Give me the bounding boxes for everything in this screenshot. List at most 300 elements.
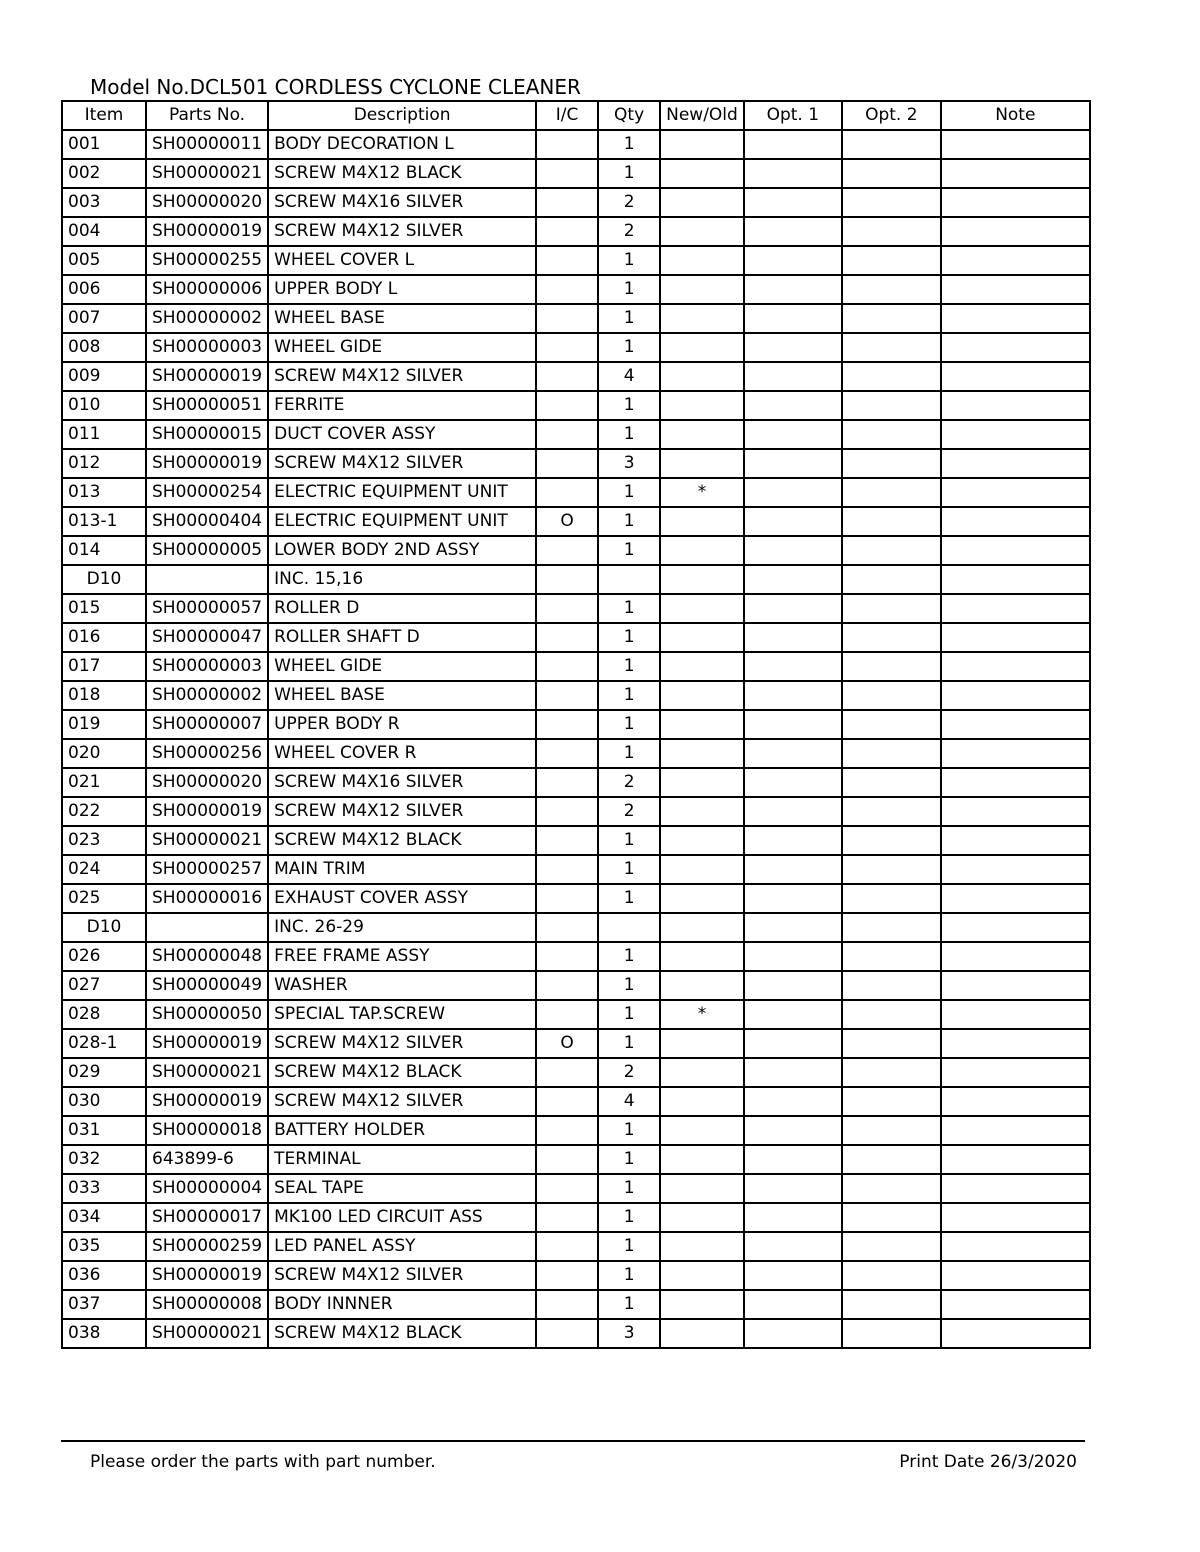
cell-parts-no: SH00000021 [146,1319,268,1348]
cell-opt2 [842,565,941,594]
cell-description: WHEEL COVER L [268,246,536,275]
cell-opt2 [842,217,941,246]
cell-description: SCREW M4X12 SILVER [268,797,536,826]
footer-note: Please order the parts with part number. [90,1452,436,1472]
table-row [62,1232,1090,1261]
cell-description: WHEEL GIDE [268,333,536,362]
cell-description: WHEEL BASE [268,681,536,710]
cell-qty: 1 [598,391,660,420]
cell-parts-no: SH00000021 [146,159,268,188]
cell-opt2 [842,1319,941,1348]
table-row [62,971,1090,1000]
cell-qty: 1 [598,159,660,188]
cell-qty: 1 [598,1000,660,1029]
cell-opt2 [842,449,941,478]
cell-parts-no: SH00000051 [146,391,268,420]
cell-opt2 [842,1000,941,1029]
cell-ic [536,565,598,594]
cell-new-old: * [660,478,744,507]
cell-opt1 [744,391,842,420]
cell-note [941,362,1090,391]
cell-note [941,188,1090,217]
cell-parts-no: SH00000254 [146,478,268,507]
cell-ic [536,130,598,159]
cell-note [941,391,1090,420]
cell-parts-no: SH00000003 [146,333,268,362]
cell-note [941,1000,1090,1029]
cell-ic [536,971,598,1000]
cell-opt1 [744,188,842,217]
cell-description: ELECTRIC EQUIPMENT UNIT [268,507,536,536]
column-header-opt2: Opt. 2 [842,101,941,130]
cell-qty: 1 [598,1029,660,1058]
cell-opt2 [842,942,941,971]
cell-opt1 [744,594,842,623]
cell-opt2 [842,536,941,565]
cell-parts-no: 643899-6 [146,1145,268,1174]
cell-opt2 [842,884,941,913]
cell-description: SPECIAL TAP.SCREW [268,1000,536,1029]
table-row [62,681,1090,710]
cell-item: 013 [62,478,146,507]
cell-item: 038 [62,1319,146,1348]
cell-note [941,1232,1090,1261]
cell-new-old: * [660,1000,744,1029]
cell-note [941,826,1090,855]
cell-item: 011 [62,420,146,449]
cell-new-old [660,1116,744,1145]
cell-qty: 1 [598,420,660,449]
cell-new-old [660,1232,744,1261]
parts-table [61,100,1091,1349]
cell-qty: 4 [598,1087,660,1116]
cell-item: 033 [62,1174,146,1203]
cell-note [941,304,1090,333]
cell-note [941,420,1090,449]
cell-new-old [660,275,744,304]
cell-note [941,855,1090,884]
cell-item: 021 [62,768,146,797]
cell-qty: 1 [598,478,660,507]
cell-opt2 [842,768,941,797]
table-row [62,913,1090,942]
cell-item: 016 [62,623,146,652]
cell-opt1 [744,420,842,449]
cell-new-old [660,971,744,1000]
cell-ic [536,1319,598,1348]
cell-new-old [660,652,744,681]
cell-note [941,275,1090,304]
cell-parts-no: SH00000020 [146,768,268,797]
cell-ic [536,913,598,942]
cell-qty: 1 [598,130,660,159]
cell-note [941,1029,1090,1058]
cell-ic [536,884,598,913]
cell-ic [536,710,598,739]
cell-note [941,797,1090,826]
cell-description: INC. 26-29 [268,913,536,942]
cell-qty: 3 [598,1319,660,1348]
cell-parts-no: SH00000019 [146,797,268,826]
column-header-parts-no: Parts No. [146,101,268,130]
cell-item: 037 [62,1290,146,1319]
table-row [62,246,1090,275]
table-row [62,1116,1090,1145]
cell-qty [598,913,660,942]
cell-note [941,159,1090,188]
cell-note [941,768,1090,797]
cell-qty: 1 [598,942,660,971]
cell-parts-no: SH00000050 [146,1000,268,1029]
cell-description: WHEEL COVER R [268,739,536,768]
cell-opt2 [842,710,941,739]
cell-note [941,652,1090,681]
cell-item: 006 [62,275,146,304]
cell-parts-no: SH00000255 [146,246,268,275]
cell-item: 005 [62,246,146,275]
cell-qty: 1 [598,884,660,913]
table-row [62,362,1090,391]
table-row [62,1203,1090,1232]
cell-opt2 [842,507,941,536]
cell-item: 013-1 [62,507,146,536]
cell-ic [536,681,598,710]
cell-opt2 [842,681,941,710]
table-row [62,1058,1090,1087]
cell-opt1 [744,884,842,913]
cell-description: SEAL TAPE [268,1174,536,1203]
cell-parts-no: SH00000019 [146,217,268,246]
column-header-description: Description [268,101,536,130]
cell-qty: 1 [598,623,660,652]
cell-opt2 [842,333,941,362]
cell-parts-no: SH00000002 [146,681,268,710]
cell-note [941,478,1090,507]
cell-note [941,710,1090,739]
cell-parts-no: SH00000003 [146,652,268,681]
cell-opt2 [842,1232,941,1261]
cell-note [941,1203,1090,1232]
cell-description: UPPER BODY R [268,710,536,739]
cell-qty: 1 [598,333,660,362]
cell-opt2 [842,362,941,391]
table-row [62,1290,1090,1319]
cell-ic [536,478,598,507]
cell-new-old [660,304,744,333]
cell-note [941,1087,1090,1116]
table-row [62,1087,1090,1116]
table-row [62,855,1090,884]
cell-parts-no: SH00000004 [146,1174,268,1203]
cell-qty: 1 [598,1261,660,1290]
table-row [62,797,1090,826]
cell-ic [536,1261,598,1290]
cell-new-old [660,739,744,768]
cell-new-old [660,768,744,797]
cell-parts-no: SH00000018 [146,1116,268,1145]
cell-description: FREE FRAME ASSY [268,942,536,971]
cell-description: TERMINAL [268,1145,536,1174]
cell-opt2 [842,1116,941,1145]
cell-item: 009 [62,362,146,391]
cell-new-old [660,1203,744,1232]
cell-new-old [660,826,744,855]
table-row [62,565,1090,594]
cell-item: 022 [62,797,146,826]
cell-note [941,536,1090,565]
cell-description: SCREW M4X12 BLACK [268,159,536,188]
cell-opt1 [744,449,842,478]
cell-opt1 [744,652,842,681]
cell-note [941,1058,1090,1087]
cell-note [941,246,1090,275]
cell-item: 015 [62,594,146,623]
cell-new-old [660,884,744,913]
cell-new-old [660,1261,744,1290]
cell-parts-no: SH00000020 [146,188,268,217]
cell-ic [536,217,598,246]
cell-parts-no [146,565,268,594]
cell-note [941,942,1090,971]
cell-note [941,1145,1090,1174]
cell-item: 024 [62,855,146,884]
cell-parts-no [146,913,268,942]
cell-new-old [660,1058,744,1087]
table-row [62,1029,1090,1058]
cell-description: INC. 15,16 [268,565,536,594]
cell-opt1 [744,217,842,246]
cell-note [941,449,1090,478]
cell-parts-no: SH00000005 [146,536,268,565]
cell-item: 020 [62,739,146,768]
table-row [62,159,1090,188]
cell-note [941,1290,1090,1319]
cell-parts-no: SH00000057 [146,594,268,623]
cell-description: SCREW M4X12 SILVER [268,1087,536,1116]
cell-qty: 1 [598,1232,660,1261]
cell-description: SCREW M4X12 BLACK [268,1058,536,1087]
cell-ic [536,826,598,855]
cell-opt1 [744,130,842,159]
cell-opt2 [842,826,941,855]
cell-new-old [660,507,744,536]
cell-item: 036 [62,1261,146,1290]
table-row [62,594,1090,623]
cell-qty: 2 [598,1058,660,1087]
cell-parts-no: SH00000016 [146,884,268,913]
cell-opt1 [744,333,842,362]
cell-opt2 [842,1145,941,1174]
cell-description: SCREW M4X12 BLACK [268,1319,536,1348]
cell-item: 004 [62,217,146,246]
cell-opt2 [842,478,941,507]
cell-opt1 [744,362,842,391]
cell-parts-no: SH00000015 [146,420,268,449]
cell-new-old [660,710,744,739]
cell-opt2 [842,188,941,217]
table-row [62,652,1090,681]
cell-opt1 [744,1087,842,1116]
cell-qty: 1 [598,1145,660,1174]
cell-qty: 2 [598,768,660,797]
cell-parts-no: SH00000019 [146,1087,268,1116]
cell-item: 002 [62,159,146,188]
print-date: Print Date 26/3/2020 [899,1452,1077,1472]
cell-ic [536,739,598,768]
table-row [62,1261,1090,1290]
cell-parts-no: SH00000019 [146,1261,268,1290]
cell-opt1 [744,623,842,652]
cell-ic [536,420,598,449]
cell-note [941,913,1090,942]
cell-opt1 [744,304,842,333]
cell-item: 030 [62,1087,146,1116]
cell-opt2 [842,275,941,304]
cell-note [941,1174,1090,1203]
table-row [62,304,1090,333]
cell-new-old [660,420,744,449]
cell-new-old [660,855,744,884]
cell-new-old [660,594,744,623]
cell-opt2 [842,652,941,681]
cell-opt1 [744,739,842,768]
cell-description: SCREW M4X12 BLACK [268,826,536,855]
cell-new-old [660,130,744,159]
cell-description: ROLLER SHAFT D [268,623,536,652]
page-title: Model No.DCL501 CORDLESS CYCLONE CLEANER [90,75,581,99]
table-row [62,275,1090,304]
cell-ic: O [536,507,598,536]
cell-description: BODY INNNER [268,1290,536,1319]
cell-description: MAIN TRIM [268,855,536,884]
column-header-note: Note [941,101,1090,130]
cell-opt1 [744,1145,842,1174]
cell-ic [536,623,598,652]
cell-opt2 [842,1087,941,1116]
cell-item: 029 [62,1058,146,1087]
cell-parts-no: SH00000047 [146,623,268,652]
cell-item: 018 [62,681,146,710]
table-row [62,739,1090,768]
cell-ic [536,942,598,971]
cell-ic [536,1116,598,1145]
cell-qty: 1 [598,304,660,333]
cell-item: 003 [62,188,146,217]
cell-description: ROLLER D [268,594,536,623]
cell-new-old [660,246,744,275]
column-header-opt1: Opt. 1 [744,101,842,130]
cell-new-old [660,681,744,710]
cell-description: LED PANEL ASSY [268,1232,536,1261]
cell-item: 010 [62,391,146,420]
cell-ic [536,1203,598,1232]
cell-qty: 2 [598,217,660,246]
cell-qty: 2 [598,797,660,826]
cell-item: 035 [62,1232,146,1261]
cell-qty: 1 [598,1116,660,1145]
cell-qty: 1 [598,246,660,275]
table-row [62,942,1090,971]
cell-opt1 [744,1174,842,1203]
cell-opt1 [744,768,842,797]
cell-parts-no: SH00000007 [146,710,268,739]
table-row [62,826,1090,855]
cell-description: WHEEL BASE [268,304,536,333]
cell-description: DUCT COVER ASSY [268,420,536,449]
cell-item: 028-1 [62,1029,146,1058]
cell-opt1 [744,507,842,536]
cell-new-old [660,333,744,362]
cell-ic [536,188,598,217]
cell-opt1 [744,159,842,188]
column-header-item: Item [62,101,146,130]
cell-parts-no: SH00000021 [146,1058,268,1087]
cell-qty: 1 [598,275,660,304]
cell-opt2 [842,391,941,420]
cell-item: 019 [62,710,146,739]
cell-qty: 1 [598,536,660,565]
cell-opt2 [842,1261,941,1290]
cell-ic [536,652,598,681]
cell-new-old [660,565,744,594]
cell-note [941,217,1090,246]
cell-item: 026 [62,942,146,971]
table-row [62,884,1090,913]
cell-opt1 [744,565,842,594]
cell-item: 031 [62,1116,146,1145]
cell-note [941,1116,1090,1145]
cell-parts-no: SH00000006 [146,275,268,304]
table-row [62,420,1090,449]
cell-opt2 [842,1174,941,1203]
cell-qty: 1 [598,1174,660,1203]
cell-opt1 [744,826,842,855]
cell-opt1 [744,1290,842,1319]
footer-divider [61,1440,1085,1442]
cell-description: SCREW M4X12 SILVER [268,217,536,246]
cell-opt2 [842,246,941,275]
cell-new-old [660,362,744,391]
cell-ic [536,275,598,304]
cell-ic [536,594,598,623]
cell-item: 028 [62,1000,146,1029]
cell-ic [536,391,598,420]
cell-opt2 [842,971,941,1000]
cell-opt1 [744,1058,842,1087]
cell-opt1 [744,942,842,971]
cell-opt1 [744,1319,842,1348]
cell-ic [536,159,598,188]
cell-ic [536,1058,598,1087]
cell-new-old [660,1319,744,1348]
cell-opt1 [744,913,842,942]
table-row [62,1145,1090,1174]
cell-note [941,681,1090,710]
cell-qty: 3 [598,449,660,478]
cell-description: LOWER BODY 2ND ASSY [268,536,536,565]
cell-ic [536,1174,598,1203]
cell-opt2 [842,1203,941,1232]
cell-opt2 [842,739,941,768]
cell-new-old [660,942,744,971]
cell-opt1 [744,1029,842,1058]
cell-note [941,971,1090,1000]
cell-ic [536,797,598,826]
cell-description: ELECTRIC EQUIPMENT UNIT [268,478,536,507]
cell-note [941,1261,1090,1290]
cell-qty: 1 [598,1290,660,1319]
cell-description: SCREW M4X16 SILVER [268,768,536,797]
